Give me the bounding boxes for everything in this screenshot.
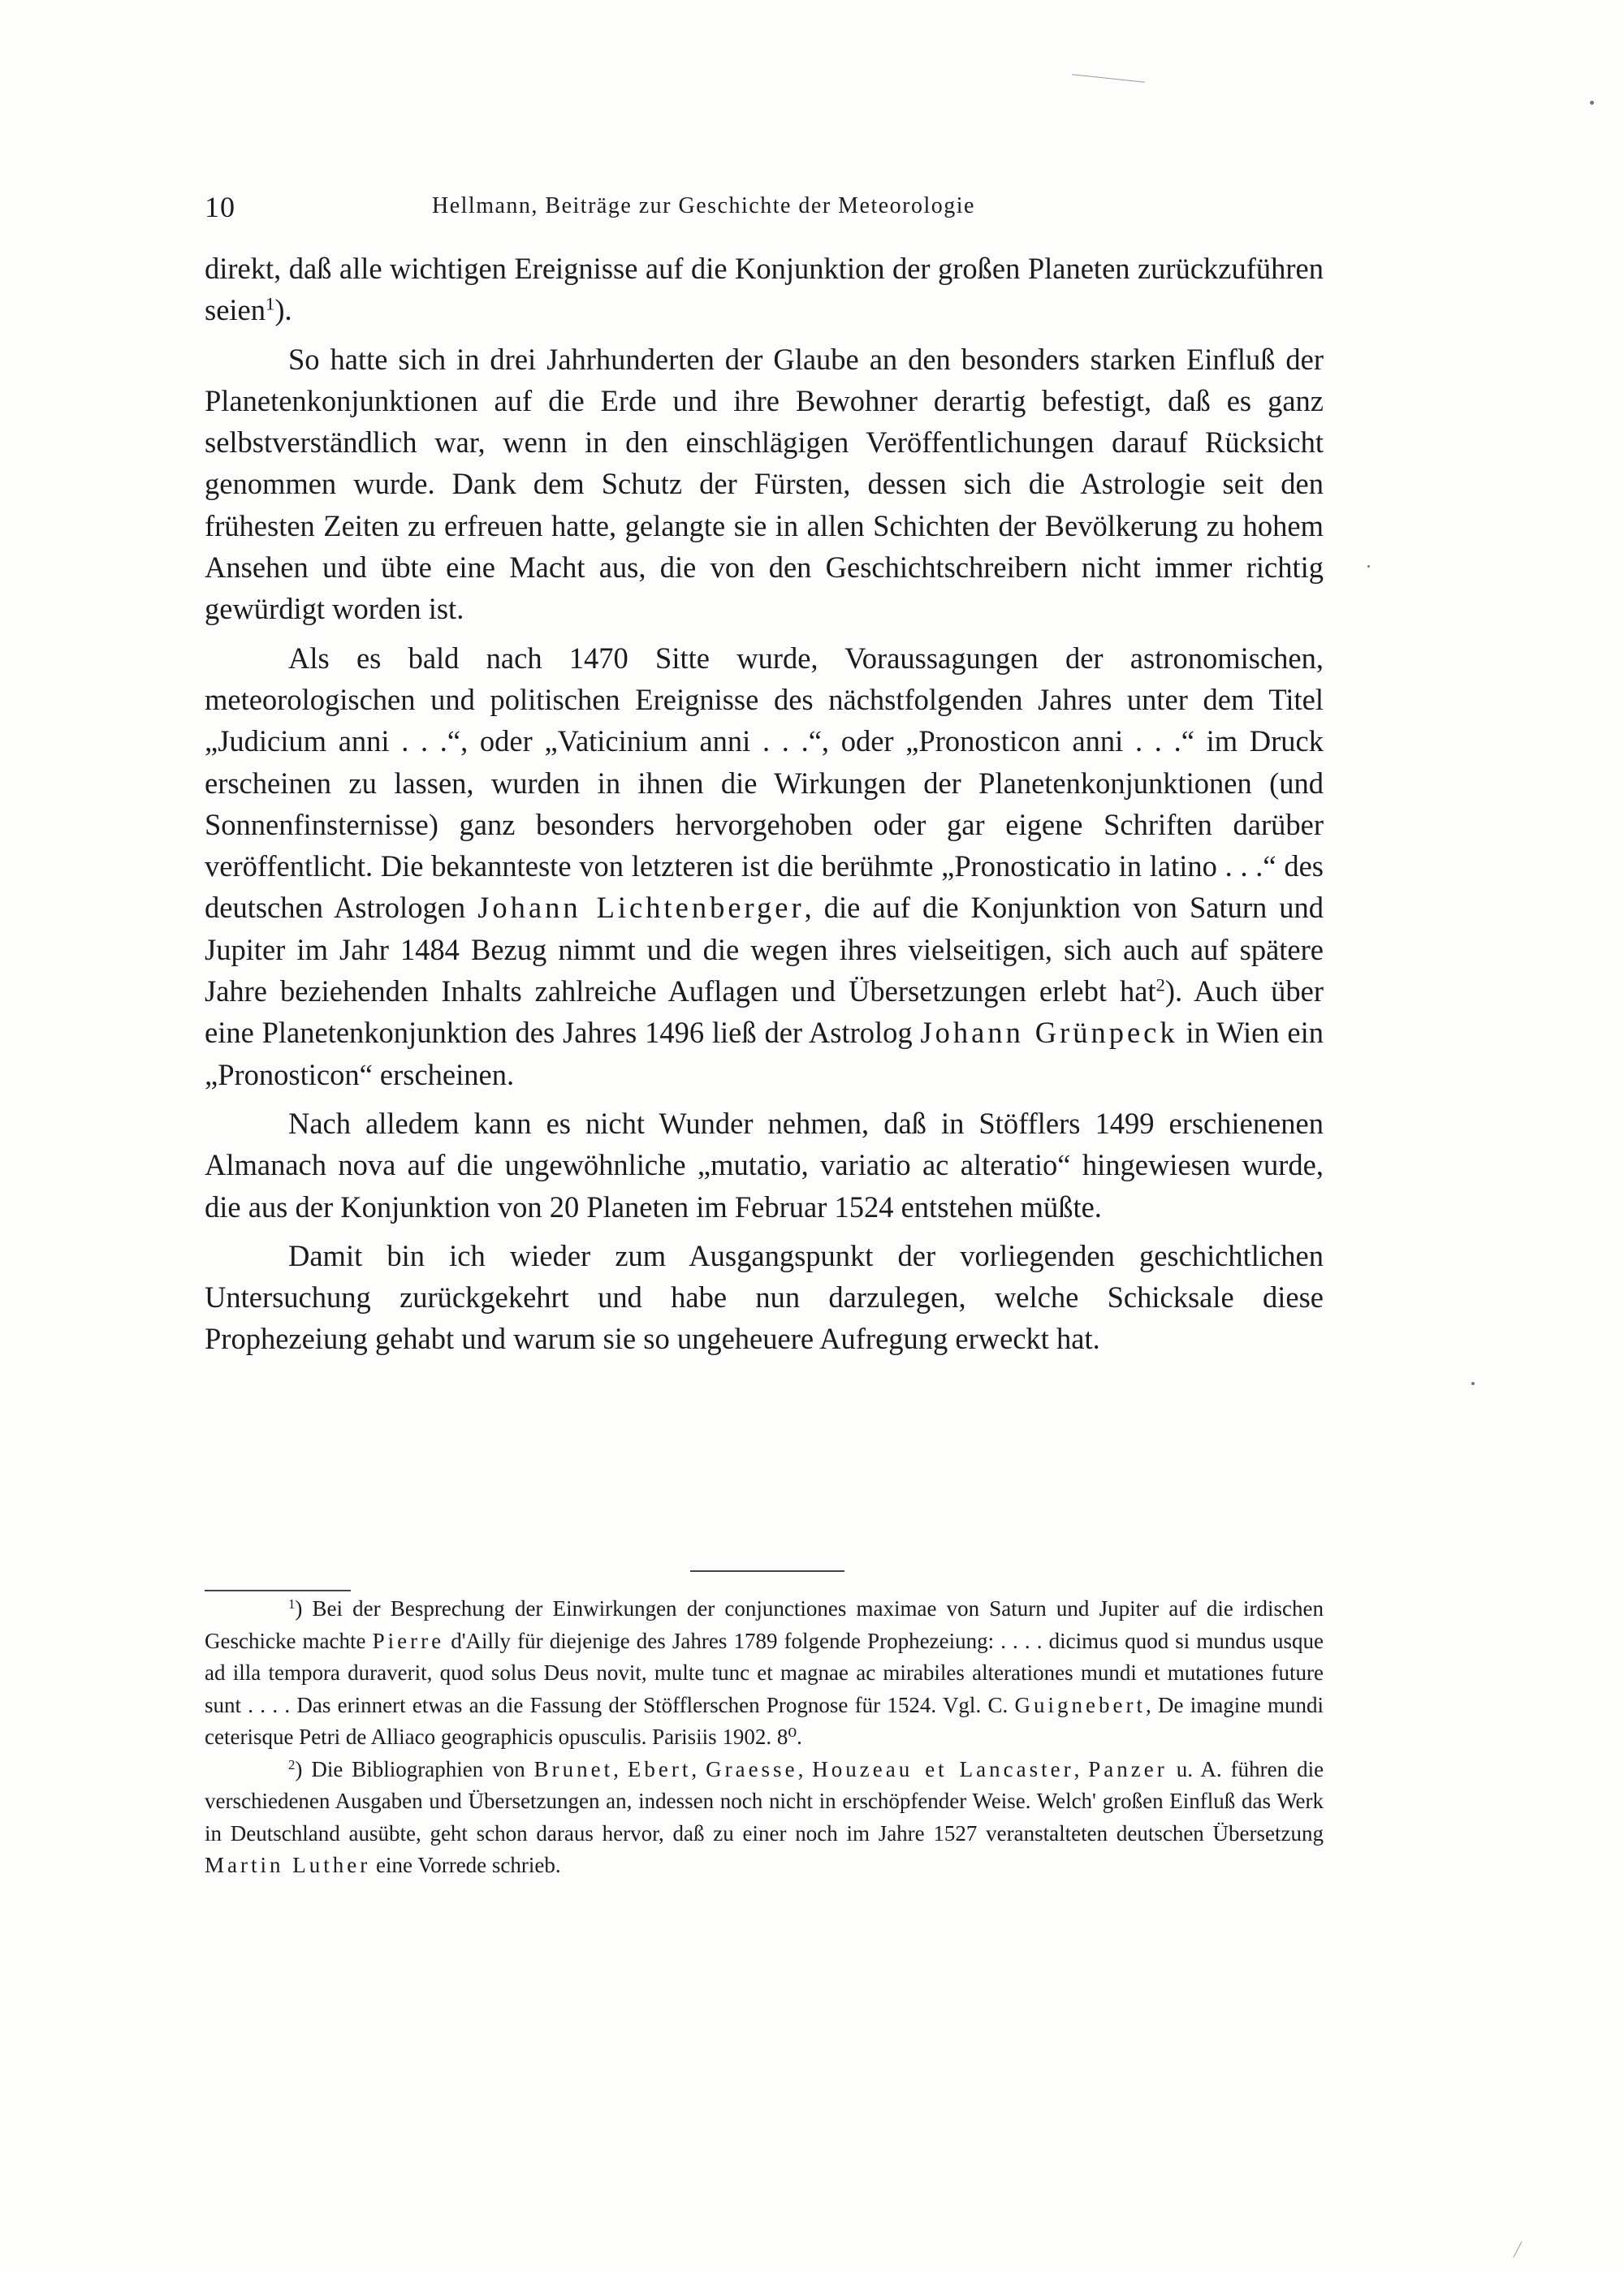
paragraph-text: ).	[274, 293, 292, 327]
footnote-text: , De imagine mundi ceterisque Petri de Alliaco geographicis opusculis. Parisiis 1902. 8⁰.	[205, 1692, 1324, 1749]
paragraph	[205, 248, 1324, 331]
footnote-reference: 2	[1155, 974, 1165, 995]
footnote-text: ) Die Bibliographien von	[295, 1756, 525, 1781]
page-number: 10	[205, 191, 235, 223]
footnote-text: eine Vorrede schrieb.	[375, 1853, 561, 1877]
footnote-separator	[205, 1590, 351, 1591]
paragraph-text: , die auf die Konjunktion von Saturn und Jupiter im Jahr 1484 Bezug nimmt und die wegen ihres vielseitigen, sich auch auf spätere Jahre beziehenden Inhalts zahlreiche Auflagen und Übersetzungen erlebt hat	[205, 891, 1324, 1008]
separator: ,	[691, 1756, 698, 1781]
scan-mark	[1072, 74, 1145, 82]
separator: ,	[1073, 1756, 1080, 1781]
person-name: Pierre	[372, 1628, 445, 1653]
footnote	[205, 1593, 1324, 1754]
section-end-rule	[690, 1570, 844, 1572]
paragraph: Nach alledem kann es nicht Wunder nehmen, daß in Stöfflers 1499 erschienenen Almanach nova auf die ungewöhnliche „mutatio, variatio ac alteratio“ hingewiesen wurde, die aus der Konjunktion von 20 Planeten im Februar 1524 entstehen müßte.	[205, 1106, 1324, 1224]
person-name: Johann Grünpeck	[920, 1016, 1178, 1050]
paragraph	[205, 637, 1324, 1095]
footnotes	[205, 1593, 1324, 1882]
footnote-marker: 1	[288, 1595, 296, 1612]
separator: ,	[797, 1756, 804, 1781]
scan-speck	[1471, 1382, 1475, 1385]
person-name: Guignebert	[1014, 1692, 1146, 1717]
footnote-reference: 1	[266, 293, 275, 314]
page-header	[205, 190, 1324, 231]
person-name: Graesse	[706, 1756, 798, 1781]
person-name: Martin Luther	[205, 1853, 371, 1877]
person-name: Johann Lichtenberger	[477, 891, 805, 925]
separator: ,	[613, 1756, 619, 1781]
paragraph-text: direkt, daß alle wichtigen Ereignisse auf die Konjunktion der großen Planeten zurückzuführen seien	[205, 252, 1324, 327]
scan-speck	[1590, 101, 1594, 105]
main-text	[205, 248, 1324, 1360]
footnote-text: ) Bei der Besprechung der Einwirkungen der conjunctiones maximae von Saturn und Jupiter auf die irdischen Geschicke machte	[205, 1596, 1324, 1653]
scan-speck	[1367, 565, 1370, 568]
paragraph: Damit bin ich wieder zum Ausgangspunkt der vorliegenden geschichtlichen Untersuchung zurückgekehrt und habe nun darzulegen, welche Schicksale diese Prophezeiung gehabt und warum sie so ungeheuere Aufregung erweckt hat.	[205, 1238, 1324, 1356]
footnote-text: d'Ailly für diejenige des Jahres 1789 folgende Prophezeiung: . . . . dicimus quod si mundus usque ad illa tempora duraverit, quod solus Deus novit, multe tunc et magnae ac mirabiles alterationes mundi et mutationes future sunt . . . . Das erinnert etwas an die Fassung der Stöfflerschen Prognose für 1524. Vgl. C.	[205, 1628, 1324, 1717]
person-name: Houzeau et Lancaster	[812, 1756, 1074, 1781]
paragraph: So hatte sich in drei Jahrhunderten der Glaube an den besonders starken Einfluß der Planetenkonjunktionen auf die Erde und ihre Bewohner derartig befestigt, daß es ganz selbstverständlich war, wenn in den einschlägigen Veröffentlichungen darauf Rücksicht genommen wurde. Dank dem Schutz der Fürsten, dessen sich die Astrologie seit den frühesten Zeiten zu erfreuen hatte, gelangte sie in allen Schichten der Bevölkerung zu hohem Ansehen und übte eine Macht aus, die von den Geschichtschreibern nicht immer richtig gewürdigt worden ist.	[205, 342, 1324, 626]
scan-mark	[1513, 2242, 1522, 2258]
running-title: Hellmann, Beiträge zur Geschichte der Meteorologie	[432, 193, 975, 218]
person-name: Panzer	[1088, 1756, 1168, 1781]
paragraph-text: ). Auch über eine Planetenkonjunktion des Jahres 1496 ließ der Astrolog	[205, 974, 1324, 1050]
footnote-text: u. A. führen die verschiedenen Ausgaben und Übersetzungen an, indessen noch nicht in erschöpfender Weise. Welch' großen Einfluß das Werk in Deutschland ausübte, geht schon daraus hervor, daß zu einer noch im Jahre 1527 veranstalteten deutschen Übersetzung	[205, 1756, 1324, 1846]
person-name: Brunet	[533, 1756, 614, 1781]
paragraph-text: Als es bald nach 1470 Sitte wurde, Voraussagungen der astronomischen, meteorologischen und politischen Ereignisse des nächstfolgenden Jahres unter dem Titel „Judicium anni . . .“, oder „Vaticinium anni . . .“, oder „Pronosticon anni . . .“ im Druck erscheinen zu lassen, wurden in ihnen die Wirkungen der Planetenkonjunktionen (und Sonnenfinsternisse) ganz besonders hervorgehoben oder gar eigene Schriften darüber veröffentlicht. Die bekannteste von letzteren ist die berühmte „Pronosticatio in latino . . .“ des deutschen Astrologen	[205, 641, 1324, 925]
person-name: Ebert	[627, 1756, 692, 1781]
footnote	[205, 1754, 1324, 1882]
footnote-marker: 2	[288, 1756, 296, 1772]
paragraph-text: in Wien ein „Pronosticon“ erscheinen.	[205, 1016, 1324, 1091]
